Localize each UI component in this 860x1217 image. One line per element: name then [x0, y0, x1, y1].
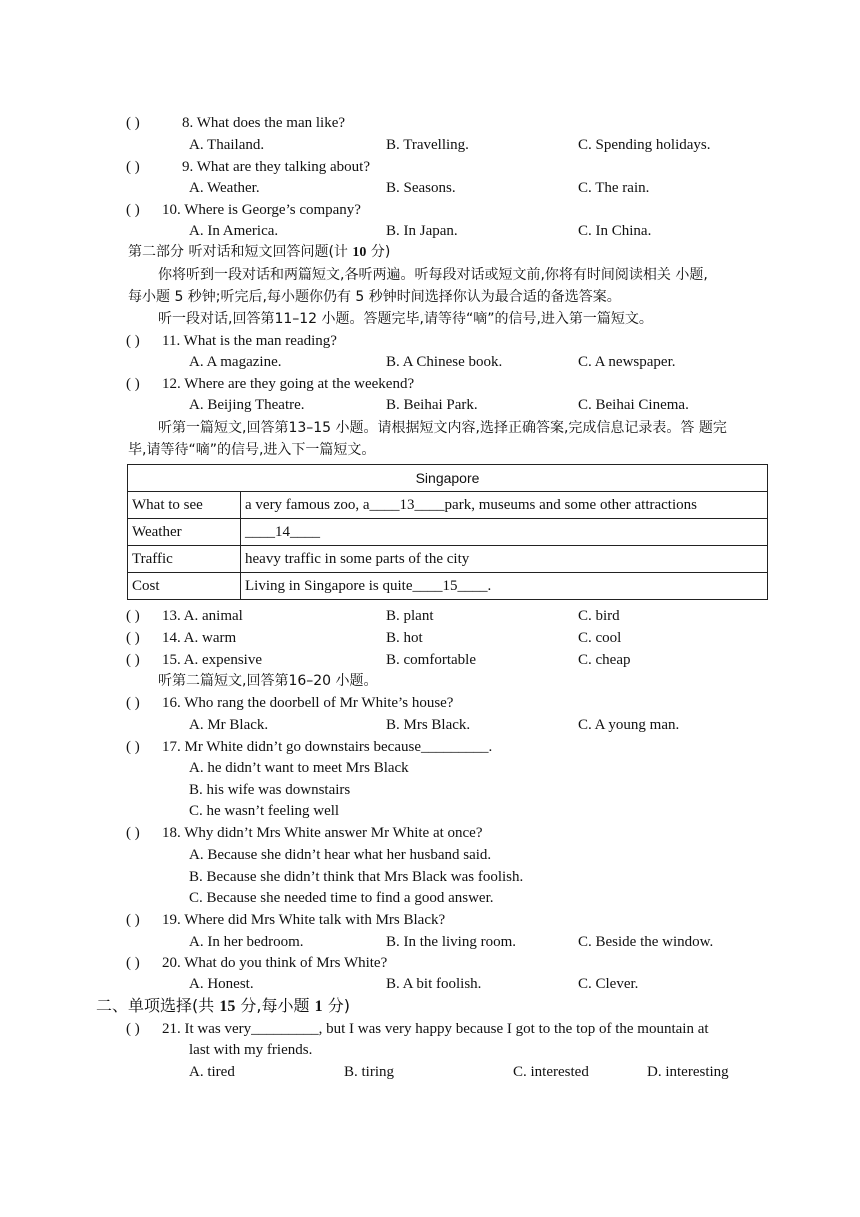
option-b: B. In Japan. — [386, 223, 458, 239]
option-c: C. A young man. — [578, 717, 680, 733]
option-b: B. Seasons. — [386, 180, 456, 196]
question-20 — [126, 953, 387, 973]
option-b: B. Beihai Park. — [386, 397, 478, 413]
question-16 — [126, 693, 453, 713]
question-9 — [126, 157, 370, 177]
option-a: A. In her bedroom. — [189, 934, 304, 950]
question-stem: 20. What do you think of Mrs White? — [162, 955, 388, 971]
option-c: C. Beihai Cinema. — [578, 397, 689, 413]
option-c: C. A newspaper. — [578, 354, 676, 370]
answer-paren[interactable]: ( ) — [126, 376, 140, 392]
row-value — [241, 573, 768, 600]
info-record-table — [127, 464, 768, 600]
option-b: B. Travelling. — [386, 137, 469, 153]
heading-points: 15 — [219, 998, 236, 1015]
row-text: park, museums and some other attractions — [444, 496, 697, 513]
option-c: C. interested — [513, 1064, 589, 1080]
heading-points: 10 — [352, 245, 367, 260]
instruction-paragraph: 每小题 5 秒钟;听完后,每小题你仍有 5 秒钟时间选择你认为最合适的备选答案。 — [128, 289, 621, 305]
heading-points: 1 — [314, 998, 323, 1015]
instruction-paragraph: 你将听到一段对话和两篇短文,各听两遍。听每段对话或短文前,你将有时间阅读相关 小题, — [158, 267, 708, 283]
question-14 — [126, 628, 236, 648]
question-8 — [126, 113, 345, 133]
answer-paren[interactable]: ( ) — [126, 202, 140, 218]
question-stem: 18. Why didn’t Mrs White answer Mr White at once? — [162, 825, 483, 841]
heading-text: 二、单项选择(共 — [96, 996, 220, 1015]
answer-paren[interactable]: ( ) — [126, 630, 140, 646]
table-row — [128, 465, 768, 492]
row-text: . — [487, 577, 492, 594]
option-b: B. In the living room. — [386, 934, 516, 950]
option-b: B. A bit foolish. — [386, 976, 482, 992]
option-c: C. The rain. — [578, 180, 650, 196]
fill-blank-14[interactable]: ____14____ — [245, 523, 320, 540]
instruction-paragraph: 听第一篇短文,回答第13–15 小题。请根据短文内容,选择正确答案,完成信息记录表。答 题完 — [158, 420, 727, 436]
row-label: Cost — [128, 573, 241, 600]
option-b: B. plant — [386, 608, 434, 624]
question-stem: 9. What are they talking about? — [182, 159, 370, 175]
question-stem-continued: last with my friends. — [189, 1042, 313, 1058]
option-b: B. tiring — [344, 1064, 395, 1080]
option-c: C. bird — [578, 608, 620, 624]
option-c: C. In China. — [578, 223, 652, 239]
question-stem: 19. Where did Mrs White talk with Mrs Black? — [162, 912, 446, 928]
option-b: B. comfortable — [386, 652, 476, 668]
question-11 — [126, 331, 337, 351]
option-c: C. Because she needed time to find a good answer. — [189, 890, 494, 906]
heading-text: 分) — [366, 244, 391, 260]
answer-paren[interactable]: ( ) — [126, 739, 140, 755]
answer-paren[interactable]: ( ) — [126, 652, 140, 668]
question-stem: 21. It was very_________, but I was very happy because I got to the top of the mountain at — [162, 1021, 709, 1037]
option-c: C. cool — [578, 630, 622, 646]
answer-paren[interactable]: ( ) — [126, 955, 140, 971]
row-text: a very famous zoo, a — [245, 496, 370, 513]
answer-paren[interactable]: ( ) — [126, 695, 140, 711]
row-value: heavy traffic in some parts of the city — [241, 546, 768, 573]
heading-text: 分,每小题 — [235, 996, 315, 1015]
option-a: A. Beijing Theatre. — [189, 397, 305, 413]
option-b: B. hot — [386, 630, 423, 646]
answer-paren[interactable]: ( ) — [126, 1021, 140, 1037]
option-c: C. Spending holidays. — [578, 137, 711, 153]
answer-paren[interactable]: ( ) — [126, 825, 140, 841]
option-a: A. In America. — [189, 223, 279, 239]
question-stem: 11. What is the man reading? — [162, 333, 337, 349]
question-21 — [126, 1019, 709, 1039]
answer-paren[interactable]: ( ) — [126, 115, 140, 131]
section-heading-part3 — [96, 996, 350, 1017]
option-b: B. A Chinese book. — [386, 354, 503, 370]
table-row — [128, 573, 768, 600]
option-b: B. Because she didn’t think that Mrs Black was foolish. — [189, 869, 524, 885]
section-heading-part2 — [128, 242, 390, 263]
option-a: A. Mr Black. — [189, 717, 269, 733]
table-header: Singapore — [128, 465, 768, 492]
question-12 — [126, 374, 414, 394]
question-17 — [126, 737, 492, 757]
question-stem: 17. Mr White didn’t go downstairs because_________. — [162, 739, 493, 755]
answer-paren[interactable]: ( ) — [126, 333, 140, 349]
option-a: A. Honest. — [189, 976, 254, 992]
answer-paren[interactable]: ( ) — [126, 608, 140, 624]
option-a: A. he didn’t want to meet Mrs Black — [189, 760, 409, 776]
question-stem: 14. A. warm — [162, 630, 237, 646]
option-d: D. interesting — [647, 1064, 729, 1080]
row-label: Weather — [128, 519, 241, 546]
option-a: A. A magazine. — [189, 354, 282, 370]
option-b: B. Mrs Black. — [386, 717, 471, 733]
row-value — [241, 492, 768, 519]
option-c: C. he wasn’t feeling well — [189, 803, 340, 819]
option-c: C. Beside the window. — [578, 934, 714, 950]
question-stem: 15. A. expensive — [162, 652, 262, 668]
row-text: Living in Singapore is quite — [245, 577, 413, 594]
instruction-paragraph: 毕,请等待“嘀”的信号,进入下一篇短文。 — [128, 442, 376, 458]
question-stem: 13. A. animal — [162, 608, 243, 624]
question-13 — [126, 606, 243, 626]
option-a: A. tired — [189, 1064, 235, 1080]
option-a: A. Thailand. — [189, 137, 265, 153]
question-15 — [126, 650, 262, 670]
row-value — [241, 519, 768, 546]
option-a: A. Because she didn’t hear what her husband said. — [189, 847, 492, 863]
row-label: Traffic — [128, 546, 241, 573]
option-c: C. Clever. — [578, 976, 639, 992]
option-a: A. Weather. — [189, 180, 260, 196]
question-stem: 12. Where are they going at the weekend? — [162, 376, 415, 392]
question-stem: 10. Where is George’s company? — [162, 202, 361, 218]
fill-blank-15[interactable]: ____15____ — [412, 577, 488, 594]
instruction-paragraph: 听一段对话,回答第11–12 小题。答题完毕,请等待“嘀”的信号,进入第一篇短文。 — [158, 311, 653, 327]
table-row — [128, 519, 768, 546]
question-19 — [126, 910, 445, 930]
table-row — [128, 546, 768, 573]
heading-text: 分) — [322, 996, 350, 1015]
heading-text: 第二部分 听对话和短文回答问题(计 — [128, 244, 353, 260]
instruction-paragraph: 听第二篇短文,回答第16–20 小题。 — [158, 673, 378, 689]
answer-paren[interactable]: ( ) — [126, 912, 140, 928]
question-stem: 16. Who rang the doorbell of Mr White’s house? — [162, 695, 454, 711]
question-10 — [126, 200, 361, 220]
answer-paren[interactable]: ( ) — [126, 159, 140, 175]
table-row — [128, 492, 768, 519]
question-stem: 8. What does the man like? — [182, 115, 346, 131]
fill-blank-13[interactable]: ____13____ — [369, 496, 445, 513]
option-b: B. his wife was downstairs — [189, 782, 351, 798]
row-label: What to see — [128, 492, 241, 519]
question-18 — [126, 823, 483, 843]
option-c: C. cheap — [578, 652, 631, 668]
